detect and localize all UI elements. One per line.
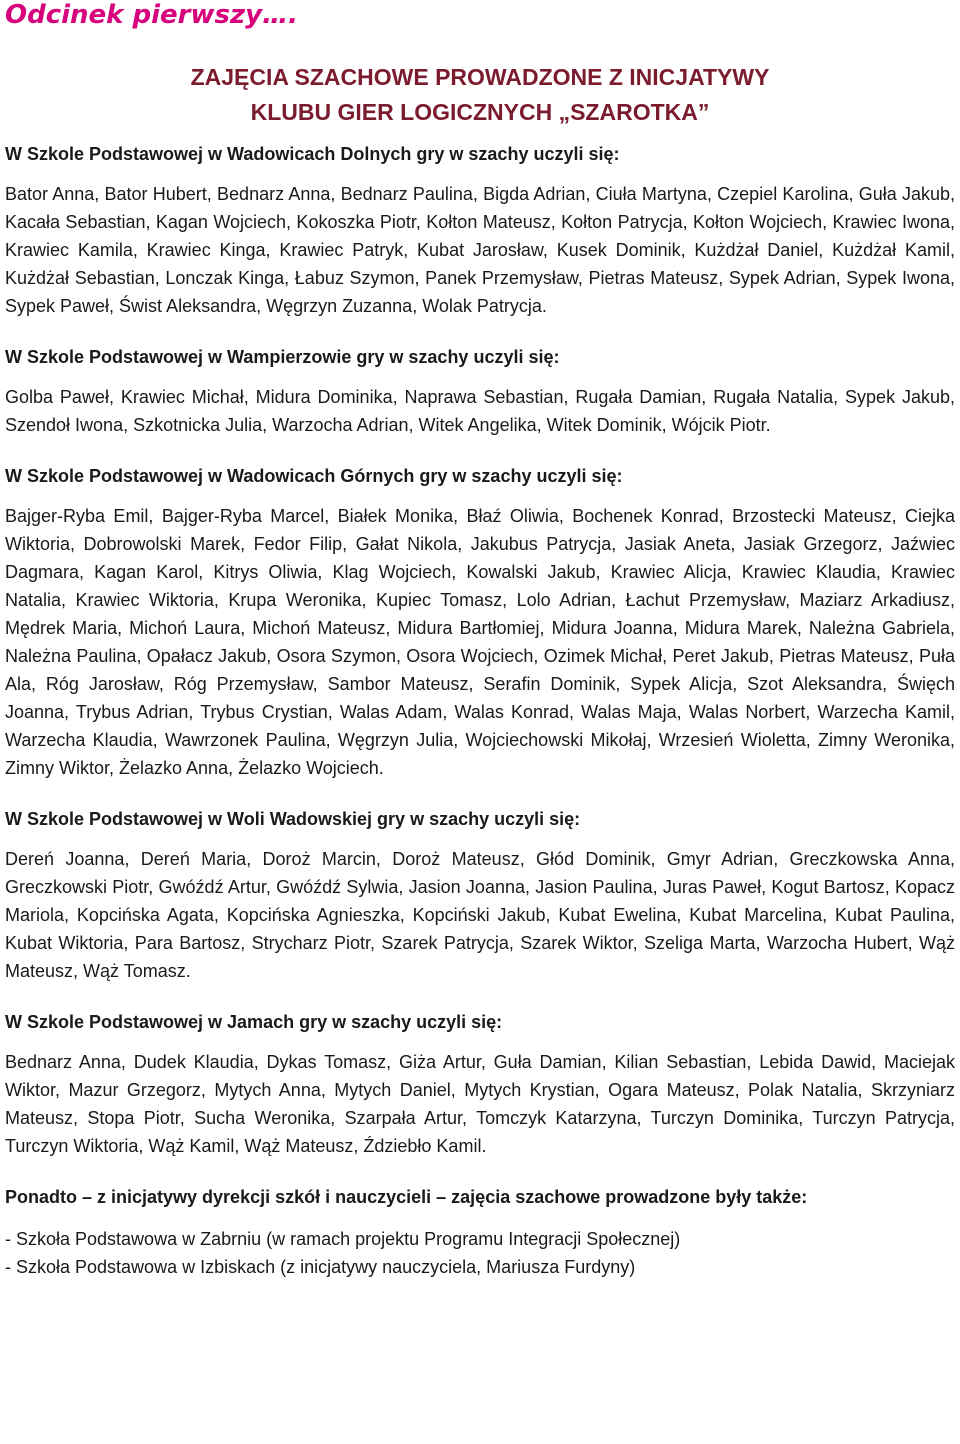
school-heading: W Szkole Podstawowej w Wadowicach Dolnych gry w szachy uczyli się:	[5, 144, 620, 164]
student-names: Golba Paweł, Krawiec Michał, Midura Dominika, Naprawa Sebastian, Rugała Damian, Rugała Natalia, Sypek Jakub, Szendoł Iwona, Szkotnicka Julia, Warzocha Adrian, Witek Angelika, Witek Dominik, Wójcik Piotr.	[5, 387, 955, 435]
school-section-wampierzow	[5, 347, 955, 439]
school-section-wadowice-dolne	[5, 144, 955, 320]
list-item: - Szkoła Podstawowa w Izbiskach (z inicjatywy nauczyciela, Mariusza Furdyny)	[5, 1257, 636, 1277]
school-heading: W Szkole Podstawowej w Wadowicach Górnych gry w szachy uczyli się:	[5, 466, 623, 486]
episode-title: Odcinek pierwszy….	[5, 0, 298, 30]
student-names: Bednarz Anna, Dudek Klaudia, Dykas Tomasz, Giża Artur, Guła Damian, Kilian Sebastian, Lebida Dawid, Maciejak Wiktor, Mazur Grzegorz, Mytych Anna, Mytych Daniel, Mytych Krystian, Ogara Mateusz, Polak Natalia, Skrzyniarz Mateusz, Stopa Piotr, Sucha Weronika, Szarpała Artur, Tomczyk Katarzyna, Turczyn Dominika, Turczyn Patrycja, Turczyn Wiktoria, Wąż Kamil, Wąż Mateusz, Ździebło Kamil.	[5, 1052, 955, 1156]
school-heading: W Szkole Podstawowej w Wampierzowie gry w szachy uczyli się:	[5, 347, 560, 367]
additional-list	[5, 1225, 955, 1281]
school-section-jamy	[5, 1012, 955, 1160]
school-heading: W Szkole Podstawowej w Jamach gry w szachy uczyli się:	[5, 1012, 503, 1032]
school-section-wola-wadowska	[5, 809, 955, 985]
main-title-line-1: ZAJĘCIA SZACHOWE PROWADZONE Z INICJATYWY	[190, 64, 770, 90]
list-item: - Szkoła Podstawowa w Zabrniu (w ramach projektu Programu Integracji Społecznej)	[5, 1229, 681, 1249]
school-section-wadowice-gorne	[5, 466, 955, 782]
additional-section	[5, 1187, 955, 1281]
document-page	[5, 0, 955, 1281]
student-names: Bajger-Ryba Emil, Bajger-Ryba Marcel, Białek Monika, Błaź Oliwia, Bochenek Konrad, Brzostecki Mateusz, Ciejka Wiktoria, Dobrowolski Marek, Fedor Filip, Gałat Nikola, Jakubus Patrycja, Jasiak Aneta, Jasiak Grzegorz, Jaźwiec Dagmara, Kagan Karol, Kitrys Oliwia, Klag Wojciech, Kowalski Jakub, Krawiec Alicja, Krawiec Klaudia, Krawiec Natalia, Krawiec Wiktoria, Krupa Weronika, Kupiec Tomasz, Lolo Adrian, Łachut Przemysław, Maziarz Arkadiusz, Mędrek Maria, Michoń Laura, Michoń Mateusz, Midura Bartłomiej, Midura Joanna, Midura Marek, Należna Gabriela, Należna Paulina, Opałacz Jakub, Osora Szymon, Osora Wojciech, Ozimek Michał, Peret Jakub, Pietras Mateusz, Puła Ala, Róg Jarosław, Róg Przemysław, Sambor Mateusz, Serafin Dominik, Sypek Alicja, Szot Aleksandra, Święch Joanna, Trybus Adrian, Trybus Crystian, Walas Adam, Walas Konrad, Walas Maja, Walas Norbert, Warzecha Kamil, Warzecha Klaudia, Wawrzonek Paulina, Węgrzyn Julia, Wojciechowski Mikołaj, Wrzesień Wioletta, Zimny Weronika, Zimny Wiktor, Żelazko Anna, Żelazko Wojciech.	[5, 506, 955, 778]
school-heading: W Szkole Podstawowej w Woli Wadowskiej gry w szachy uczyli się:	[5, 809, 581, 829]
student-names: Bator Anna, Bator Hubert, Bednarz Anna, Bednarz Paulina, Bigda Adrian, Ciuła Martyna, Czepiel Karolina, Guła Jakub, Kacała Sebastian, Kagan Wojciech, Kokoszka Piotr, Kołton Mateusz, Kołton Patrycja, Kołton Wojciech, Krawiec Iwona, Krawiec Kamila, Krawiec Kinga, Krawiec Patryk, Kubat Jarosław, Kusek Dominik, Kużdżał Daniel, Kużdżał Kamil, Kużdżał Sebastian, Lonczak Kinga, Łabuz Szymon, Panek Przemysław, Pietras Mateusz, Sypek Adrian, Sypek Iwona, Sypek Paweł, Świst Aleksandra, Węgrzyn Zuzanna, Wolak Patrycja.	[5, 184, 955, 316]
main-title	[5, 60, 955, 130]
student-names: Dereń Joanna, Dereń Maria, Doroż Marcin, Doroż Mateusz, Głód Dominik, Gmyr Adrian, Greczkowska Anna, Greczkowski Piotr, Gwóźdź Artur, Gwóźdź Sylwia, Jasion Joanna, Jasion Paulina, Juras Paweł, Kogut Bartosz, Kopacz Mariola, Kopcińska Agata, Kopcińska Agnieszka, Kopciński Jakub, Kubat Ewelina, Kubat Marcelina, Kubat Paulina, Kubat Wiktoria, Para Bartosz, Strycharz Piotr, Szarek Patrycja, Szarek Wiktor, Szeliga Marta, Warzocha Hubert, Wąż Mateusz, Wąż Tomasz.	[5, 849, 955, 981]
additional-heading: Ponadto – z inicjatywy dyrekcji szkół i nauczycieli – zajęcia szachowe prowadzone były także:	[5, 1187, 808, 1207]
main-title-line-2: KLUBU GIER LOGICZNYCH „SZAROTKA”	[250, 99, 710, 125]
